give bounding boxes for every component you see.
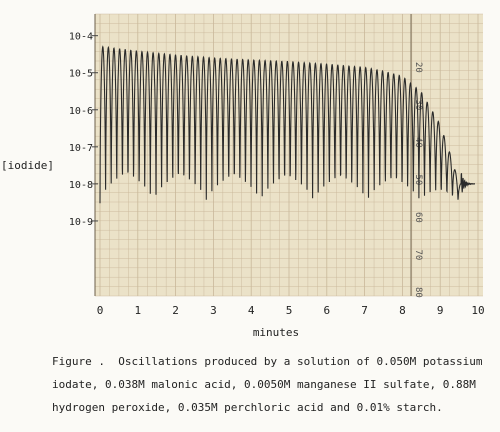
caption-line-1-text: Oscillations produced by a solution of 0.050M potassium	[118, 355, 483, 368]
right-scale-label: 80	[413, 287, 423, 298]
x-tick-label: 1	[134, 304, 142, 317]
x-tick-label: 6	[323, 304, 331, 317]
x-tick-label: 4	[247, 304, 255, 317]
right-scale-label: 50	[413, 174, 423, 186]
caption-line-2: iodate, 0.038M malonic acid, 0.0050M manganese II sulfate, 0.88M	[52, 378, 476, 391]
y-tick-labels	[69, 32, 98, 228]
y-tick-label: 10-8	[68, 179, 93, 191]
right-scale-label: 70	[413, 249, 423, 261]
y-tick-label: 10-5	[68, 68, 93, 80]
x-axis-label: minutes	[252, 326, 300, 339]
right-scale-label: 30	[413, 99, 423, 111]
caption-line-1	[52, 350, 492, 373]
y-tick-label: 10-9	[68, 216, 93, 228]
caption-line-3: hydrogen peroxide, 0.035M perchloric acid and 0.01% starch.	[52, 401, 443, 414]
x-tick-label: 5	[285, 304, 293, 317]
figure-caption	[52, 350, 492, 419]
y-tick-label: 10-4	[68, 31, 93, 43]
caption-figure-label: Figure .	[52, 355, 105, 368]
x-tick-label: 2	[172, 304, 179, 317]
x-tick-label: 9	[436, 304, 444, 317]
y-tick-label: 10-6	[68, 105, 93, 117]
x-tick-labels	[97, 304, 485, 317]
y-axis-label: [iodide]	[1, 159, 54, 172]
x-tick-label: 0	[96, 304, 104, 317]
right-scale-label: 60	[413, 212, 423, 223]
right-scale-label: 40	[413, 137, 423, 148]
x-tick-label: 8	[399, 304, 406, 317]
right-scale-label: 20	[413, 62, 423, 73]
x-tick-label: 3	[210, 304, 217, 317]
x-tick-label: 7	[361, 304, 368, 317]
x-tick-label: 10	[471, 304, 485, 317]
y-tick-label: 10-7	[68, 142, 93, 154]
